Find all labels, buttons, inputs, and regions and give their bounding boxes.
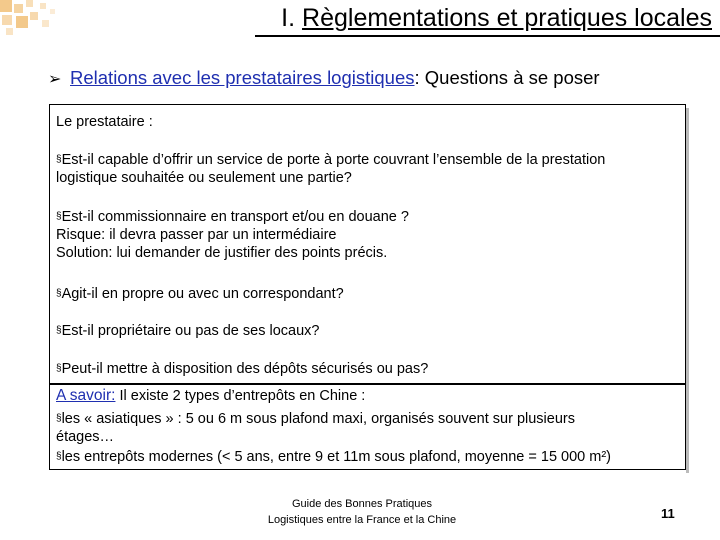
bullet-icon: § <box>56 211 62 222</box>
section-subtitle <box>48 66 600 92</box>
bullet-icon: § <box>56 363 62 374</box>
savoir-item: §les « asiatiques » : 5 ou 6 m sous plafond maxi, organisés souvent sur plusieurs étages… <box>56 411 575 445</box>
list-item: §Est-il capable d’offrir un service de porte à porte couvrant l’ensemble de la prestation logistique souhaitée ou seulement une partie? <box>56 152 606 186</box>
corner-decoration <box>0 0 60 40</box>
subtitle-rest: : Questions à se poser <box>414 67 600 88</box>
bullet-icon: § <box>56 413 62 424</box>
bullet-icon: § <box>56 451 62 462</box>
footer-line-2: Logistiques entre la France et la Chine <box>267 514 457 526</box>
list-item: §Est-il commissionnaire en transport et/ou en douane ? Risque: il devra passer par un intermédiaire Solution: lui demander de justifier des points précis. <box>56 209 409 261</box>
footer-text <box>232 496 492 528</box>
subtitle-link[interactable]: Relations avec les prestataires logistiques <box>70 67 415 88</box>
list-item: §Est-il propriétaire ou pas de ses locaux? <box>56 323 320 339</box>
bullet-icon: § <box>56 288 62 299</box>
panel-divider <box>50 383 685 385</box>
questions-panel <box>49 104 686 470</box>
arrow-bullet-icon: ➢ <box>48 71 62 88</box>
list-item: §Agit-il en propre ou avec un correspondant? <box>56 286 344 302</box>
panel-intro: Le prestataire : <box>56 114 153 130</box>
list-item: §Peut-il mettre à disposition des dépôts sécurisés ou pas? <box>56 361 429 377</box>
panel-shadow <box>686 108 689 473</box>
savoir-item: §les entrepôts modernes (< 5 ans, entre 9 et 11m sous plafond, moyenne = 15 000 m²) <box>56 449 611 465</box>
title-text: Règlementations et pratiques locales <box>302 4 712 32</box>
savoir-heading: A savoir: Il existe 2 types d’entrepôts en Chine : <box>56 387 366 404</box>
title-numbering: I. <box>281 4 296 32</box>
savoir-label: A savoir: <box>56 387 116 404</box>
page-title <box>281 4 712 32</box>
footer-line-1: Guide des Bonnes Pratiques <box>291 498 433 510</box>
bullet-icon: § <box>56 325 62 336</box>
title-underline-rule <box>255 35 720 37</box>
bullet-icon: § <box>56 154 62 165</box>
page-number: 11 <box>661 506 675 521</box>
